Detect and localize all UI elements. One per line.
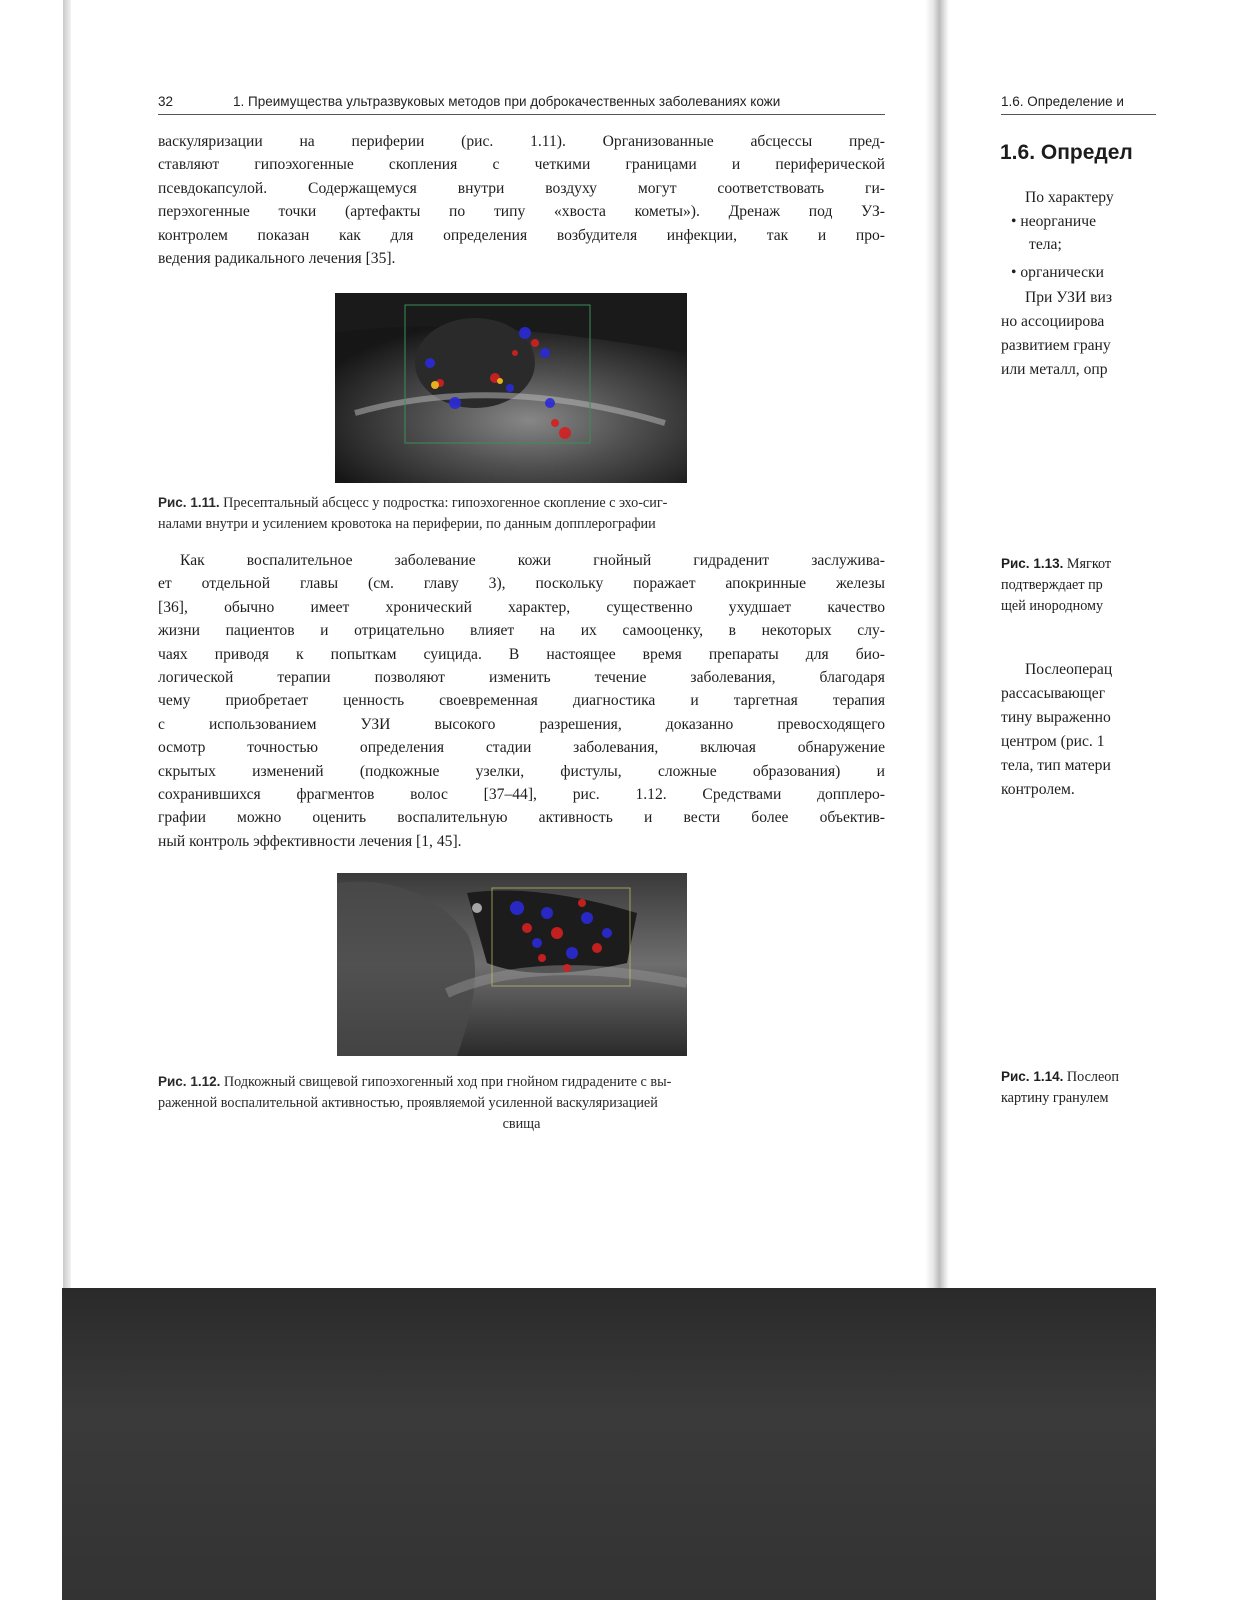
- caption-text: Послеоп: [1066, 1069, 1119, 1085]
- text-line: васкуляризации на периферии (рис. 1.11). Организованные абсцессы пред-: [158, 133, 885, 150]
- paragraph-1: [158, 130, 885, 270]
- text-line: ный контроль эффективности лечения [1, 45].: [158, 832, 462, 850]
- running-head-title: 1.6. Определение и: [1001, 94, 1124, 109]
- text-line: центром (рис. 1: [1001, 733, 1105, 750]
- caption-line: раженной воспалительной активностью, проявляемой усиленной васкуляризацией: [158, 1095, 658, 1111]
- caption-text: Мягкот: [1066, 556, 1112, 572]
- paragraph-2: [158, 549, 885, 853]
- text-line: Как воспалительное заболевание кожи гнойный гидраденит заслужива-: [180, 552, 885, 569]
- text-line: Послеоперац: [1025, 661, 1113, 678]
- right-page-partial: [949, 0, 1156, 1290]
- text-line: с использованием УЗИ высокого разрешения, доказанно превосходящего: [158, 715, 885, 733]
- text-line: тину выраженно: [1001, 709, 1111, 726]
- bullet-line: • органически: [1011, 264, 1104, 281]
- caption-line: [158, 1071, 885, 1093]
- caption-line: свища: [502, 1116, 541, 1132]
- text-line: ставляют гипоэхогенные скопления с четкими границами и периферической: [158, 156, 885, 174]
- text-line: псевдокапсулой. Содержащемуся внутри воздуху могут соответствовать ги-: [158, 179, 885, 197]
- text-line: развитием грану: [1001, 337, 1111, 354]
- ultrasound-image-fig-1-11: [335, 293, 687, 483]
- text-line: При УЗИ виз: [1025, 289, 1112, 306]
- text-line: контролем показан как для определения возбудителя инфекции, так и про-: [158, 226, 885, 244]
- section-title: 1.6. Определ: [1000, 141, 1133, 164]
- text-line: скрытых изменений (подкожные узелки, фистулы, сложные образования) и: [158, 762, 885, 780]
- figure-label: Рис. 1.14.: [1001, 1069, 1064, 1084]
- text-line: жизни пациентов и отрицательно влияет на их самооценку, в некоторых слу-: [158, 622, 885, 640]
- text-line: графии можно оценить воспалительную активность и вести более объектив-: [158, 809, 885, 827]
- doppler-ultrasound-graphic: [335, 293, 687, 483]
- text-line: чаях приводя к попыткам суицида. В настоящее время препараты для био-: [158, 645, 885, 663]
- caption-text: Пресептальный абсцесс у подростка: гипоэхогенное скопление с эхо-сиг-: [223, 495, 668, 511]
- figure-caption-1-14: [1001, 1066, 1119, 1088]
- scanner-background-area: [62, 1288, 1156, 1600]
- text-line: рассасывающег: [1001, 685, 1106, 702]
- running-header: [158, 92, 885, 115]
- caption-line: налами внутри и усилением кровотока на периферии, по данным допплерографии: [158, 516, 656, 532]
- figure-label: Рис. 1.13.: [1001, 556, 1064, 571]
- text-line: чему приобретает ценность своевременная диагностика и таргетная терапия: [158, 692, 885, 710]
- figure-caption-1-13: [1001, 553, 1111, 575]
- figure-label: Рис. 1.12.: [158, 1074, 221, 1089]
- figure-label: Рис. 1.11.: [158, 495, 220, 510]
- page-number: 32: [158, 94, 174, 109]
- text-line: тела, тип матери: [1001, 757, 1111, 774]
- running-head-title: 1. Преимущества ультразвуковых методов при доброкачественных заболеваниях кожи: [233, 94, 781, 109]
- caption-line: [158, 492, 885, 514]
- text-line: тела;: [1029, 236, 1062, 253]
- text-line: или металл, опр: [1001, 361, 1108, 378]
- ultrasound-image-fig-1-12: [337, 873, 687, 1056]
- text-line: осмотр точностью определения стадии заболевания, включая обнаружение: [158, 739, 885, 757]
- running-header-right: [1001, 92, 1156, 115]
- figure-caption-1-11: [158, 492, 885, 535]
- text-line: логической терапии позволяют изменить течение заболевания, благодаря: [158, 668, 885, 686]
- caption-text: Подкожный свищевой гипоэхогенный ход при гнойном гидрадените с вы-: [223, 1074, 672, 1090]
- text-line: [36], обычно имеет хронический характер, существенно ухудшает качество: [158, 598, 885, 616]
- text-line: ведения радикального лечения [35].: [158, 249, 396, 267]
- text-line: контролем.: [1001, 781, 1075, 798]
- caption-line: картину гранулем: [1001, 1090, 1109, 1106]
- doppler-ultrasound-graphic: [337, 873, 687, 1056]
- caption-line: подтверждает пр: [1001, 577, 1103, 593]
- caption-line: щей инородному: [1001, 598, 1104, 614]
- scan-margin-right: [1156, 0, 1237, 1600]
- text-line: ет отдельной главы (см. главу 3), поскольку поражает апокринные железы: [158, 575, 885, 593]
- text-line: По характеру: [1025, 189, 1114, 206]
- figure-caption-1-12: [158, 1071, 885, 1135]
- text-line: сохранившихся фрагментов волос [37–44], рис. 1.12. Средствами допплеро-: [158, 785, 885, 803]
- bullet-line: • неорганиче: [1011, 213, 1096, 230]
- book-gutter-shadow: [925, 0, 949, 1290]
- text-line: но ассоциирова: [1001, 313, 1105, 330]
- text-line: перэхогенные точки (артефакты по типу «хвоста кометы»). Дренаж под УЗ-: [158, 203, 885, 221]
